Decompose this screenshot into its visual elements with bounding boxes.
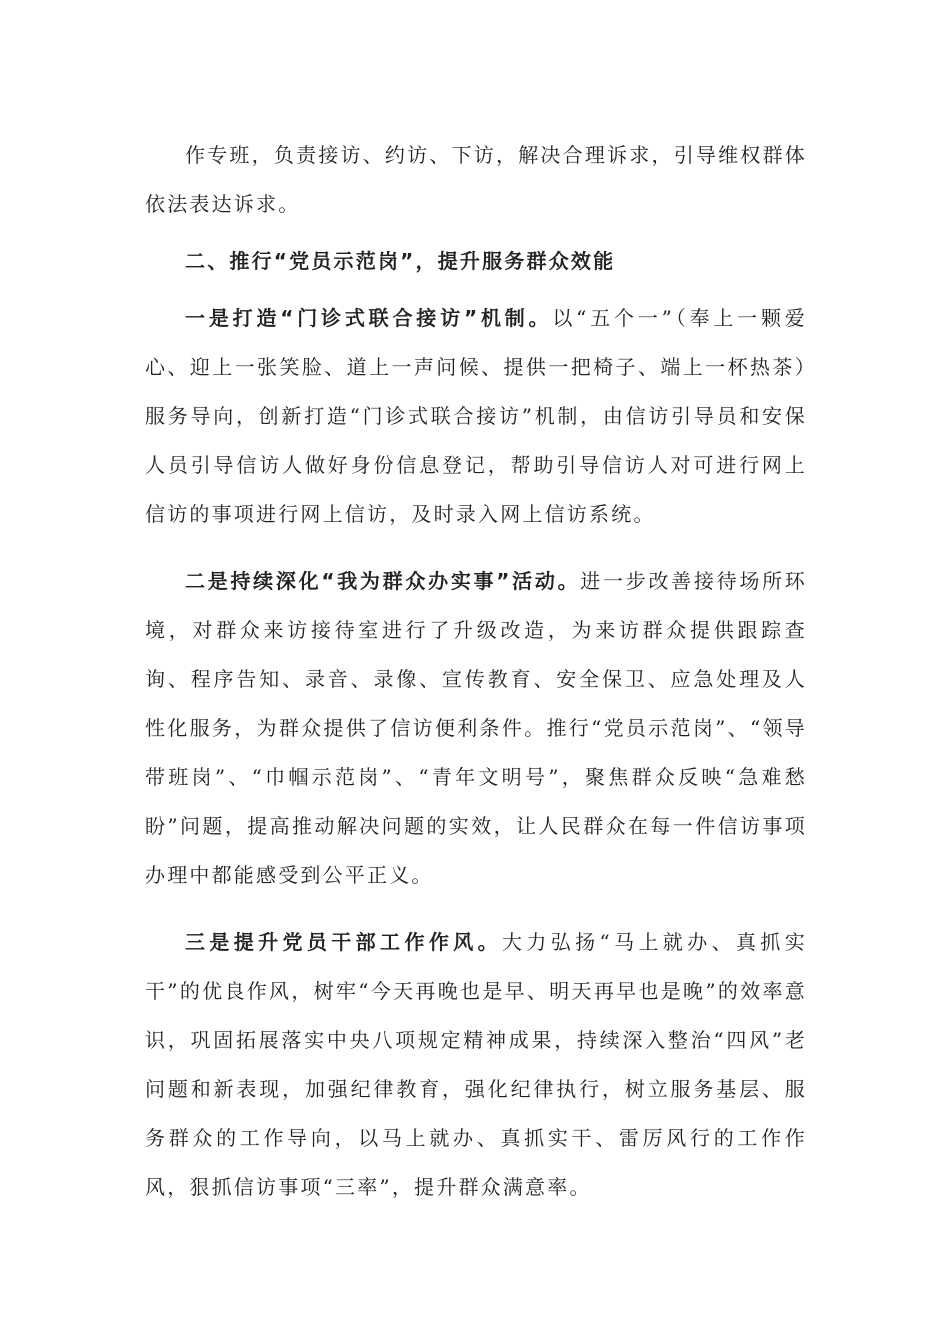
section-heading: 二、推行“党员示范岗”，提升服务群众效能 (185, 249, 616, 273)
paragraph-2 (145, 557, 807, 900)
paragraph-3 (145, 918, 807, 1212)
paragraph-3-body: 大力弘扬“马上就办、真抓实干”的优良作风，树牢“今天再晚也是早、明天再早也是晚”的效率意识，巩固拓展落实中央八项规定精神成果，持续深入整治“四风”老问题和新表现，加强纪律教育，强化纪律执行，树立服务基层、服务群众的工作导向，以马上就办、真抓实干、雷厉风行的工作作风，狠抓信访事项“三率”，提升群众满意率。 (145, 930, 807, 1199)
paragraph-3-lead: 三是提升党员干部工作作风。 (185, 930, 502, 954)
paragraph-1-lead: 一是打造“门诊式联合接访”机制。 (185, 306, 553, 330)
paragraph-2-body: 进一步改善接待场所环境，对群众来访接待室进行了升级改造，为来访群众提供跟踪查询、程序告知、录音、录像、宣传教育、安全保卫、应急处理及人性化服务，为群众提供了信访便利条件。推行“党员示范岗”、“领导带班岗”、“巾帼示范岗”、“青年文明号”，聚焦群众反映“急难愁盼”问题，提高推动解决问题的实效，让人民群众在每一件信访事项办理中都能感受到公平正义。 (145, 569, 807, 887)
paragraph-1 (145, 294, 807, 539)
intro-paragraph: 作专班，负责接访、约访、下访，解决合理诉求，引导维权群体依法表达诉求。 (145, 143, 807, 216)
paragraph-2-lead: 二是持续深化“我为群众办实事”活动。 (185, 569, 581, 593)
document-body (145, 131, 807, 1212)
paragraph-1-body: 以“五个一”（奉上一颗爱心、迎上一张笑脸、道上一声问候、提供一把椅子、端上一杯热茶）服务导向，创新打造“门诊式联合接访”机制，由信访引导员和安保人员引导信访人做好身份信息登记，帮助引导信访人对可进行网上信访的事项进行网上信访，及时录入网上信访系统。 (145, 306, 807, 526)
